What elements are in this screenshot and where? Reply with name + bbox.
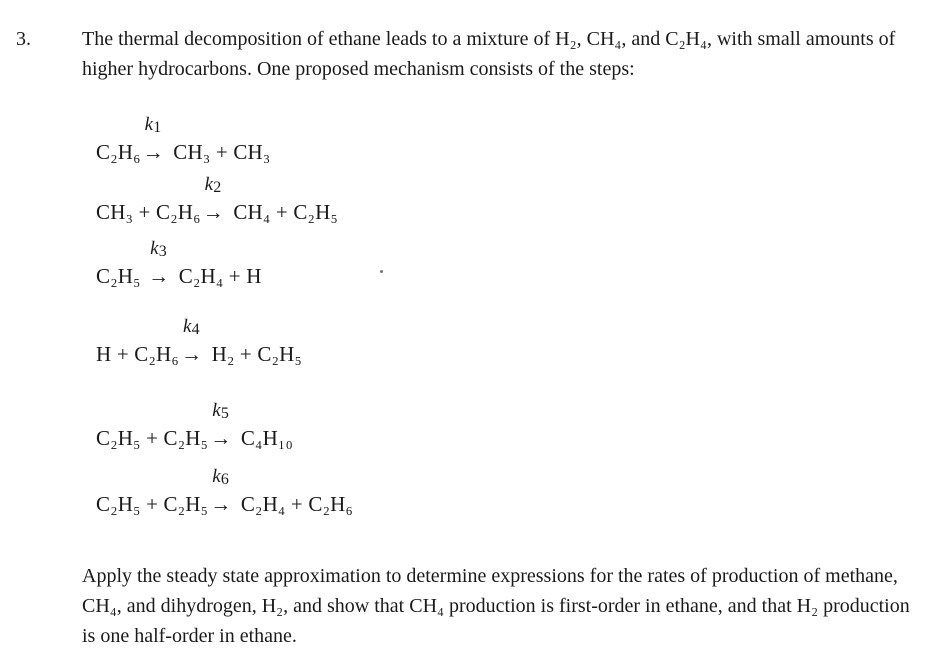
products: H₂ + C₂H₅ xyxy=(211,342,303,366)
products: C₂H₄ + C₂H₆ xyxy=(240,492,354,516)
reaction-step-4 xyxy=(96,316,303,367)
reaction-arrow: $k_6$ → xyxy=(210,466,232,516)
reactants: C₂H₅ + C₂H₅ xyxy=(96,426,209,450)
rate-constant: $k_5$ xyxy=(212,400,230,422)
rate-constant: $k_3$ xyxy=(150,238,167,260)
reaction-step-1 xyxy=(96,114,271,165)
rate-constant: $k_6$ xyxy=(212,466,230,488)
problem-intro: The thermal decomposition of ethane leads to a mixture of H₂, CH₄, and C₂H₄, with small amounts of higher hydrocarbons. One proposed mechanism consists of the steps: xyxy=(82,28,896,80)
reaction-step-6 xyxy=(96,466,354,517)
rate-constant: $k_2$ xyxy=(204,174,222,196)
products: CH₃ + CH₃ xyxy=(173,140,271,164)
reaction-arrow: $k_3$ → xyxy=(148,238,170,288)
reaction-arrow: $k_2$ → xyxy=(202,174,224,224)
reaction-arrow: $k_5$ → xyxy=(210,400,232,450)
reactants: H + C₂H₆ xyxy=(96,342,179,366)
stray-dot xyxy=(380,270,383,273)
reaction-arrow: $k_4$ → xyxy=(180,316,203,366)
rate-constant: $k_1$ xyxy=(144,114,162,136)
reaction-step-5 xyxy=(96,400,293,451)
reactants: C₂H₅ + C₂H₅ xyxy=(96,492,209,516)
rate-constant: $k_4$ xyxy=(182,316,200,338)
reactants: C₂H₅ xyxy=(96,264,141,288)
reaction-step-2 xyxy=(96,174,338,225)
problem-task: Apply the steady state approximation to determine expressions for the rates of production of methane, CH₄, and dihydrogen, H₂, and show that CH₄ production is first-order in ethane, and that H₂ production is one half-order in ethane. xyxy=(82,565,910,647)
products: C₂H₄ + H xyxy=(178,264,262,288)
reaction-step-3 xyxy=(96,238,262,289)
problem-number: 3. xyxy=(16,28,31,50)
reactants: CH₃ + C₂H₆ xyxy=(96,200,201,224)
reactants: C₂H₆ xyxy=(96,140,141,164)
reaction-arrow: $k_1$ → xyxy=(142,114,164,164)
products: C₄H₁₀ xyxy=(240,426,293,450)
products: CH₄ + C₂H₅ xyxy=(233,200,338,224)
